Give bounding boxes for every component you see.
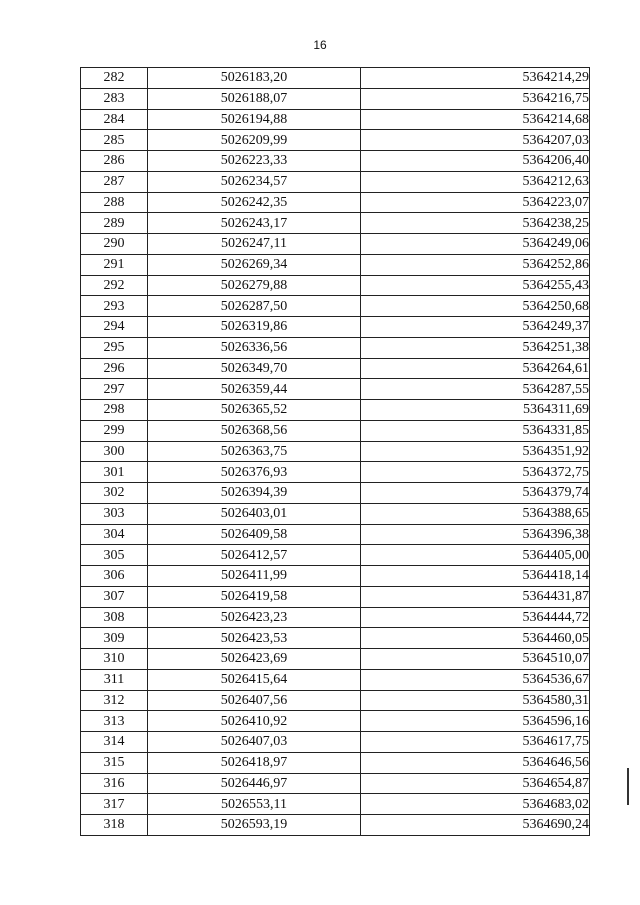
x-coordinate-cell: 5026363,75 [148,441,361,462]
table-row [81,130,590,151]
point-number-cell: 317 [81,794,148,815]
y-coordinate-cell: 5364255,43 [361,275,590,296]
y-coordinate-cell: 5364536,67 [361,669,590,690]
y-coordinate-cell: 5364510,07 [361,649,590,670]
y-coordinate-cell: 5364214,68 [361,109,590,130]
point-number-cell: 291 [81,254,148,275]
y-coordinate-cell: 5364206,40 [361,151,590,172]
table-row [81,254,590,275]
table-row [81,337,590,358]
x-coordinate-cell: 5026319,86 [148,317,361,338]
x-coordinate-cell: 5026407,56 [148,690,361,711]
y-coordinate-cell: 5364580,31 [361,690,590,711]
y-coordinate-cell: 5364388,65 [361,503,590,524]
point-number-cell: 307 [81,586,148,607]
table-row [81,607,590,628]
table-row [81,317,590,338]
x-coordinate-cell: 5026279,88 [148,275,361,296]
y-coordinate-cell: 5364223,07 [361,192,590,213]
table-row [81,462,590,483]
table-row [81,794,590,815]
point-number-cell: 293 [81,296,148,317]
point-number-cell: 284 [81,109,148,130]
point-number-cell: 289 [81,213,148,234]
point-number-cell: 294 [81,317,148,338]
x-coordinate-cell: 5026349,70 [148,358,361,379]
point-number-cell: 303 [81,503,148,524]
table-row [81,628,590,649]
point-number-cell: 314 [81,732,148,753]
x-coordinate-cell: 5026194,88 [148,109,361,130]
table-row [81,524,590,545]
table-row [81,545,590,566]
y-coordinate-cell: 5364617,75 [361,732,590,753]
y-coordinate-cell: 5364238,25 [361,213,590,234]
x-coordinate-cell: 5026407,03 [148,732,361,753]
x-coordinate-cell: 5026376,93 [148,462,361,483]
table-row [81,690,590,711]
page-number: 16 [313,38,327,52]
point-number-cell: 282 [81,68,148,89]
table-row [81,379,590,400]
y-coordinate-cell: 5364251,38 [361,337,590,358]
point-number-cell: 300 [81,441,148,462]
table-row [81,234,590,255]
y-coordinate-cell: 5364249,37 [361,317,590,338]
x-coordinate-cell: 5026419,58 [148,586,361,607]
point-number-cell: 316 [81,773,148,794]
table-row [81,669,590,690]
y-coordinate-cell: 5364690,24 [361,815,590,836]
y-coordinate-cell: 5364460,05 [361,628,590,649]
point-number-cell: 295 [81,337,148,358]
point-number-cell: 306 [81,566,148,587]
point-number-cell: 299 [81,420,148,441]
table-row [81,109,590,130]
y-coordinate-cell: 5364372,75 [361,462,590,483]
table-row [81,566,590,587]
table-row [81,503,590,524]
y-coordinate-cell: 5364418,14 [361,566,590,587]
y-coordinate-cell: 5364252,86 [361,254,590,275]
x-coordinate-cell: 5026247,11 [148,234,361,255]
point-number-cell: 313 [81,711,148,732]
x-coordinate-cell: 5026269,34 [148,254,361,275]
y-coordinate-cell: 5364596,16 [361,711,590,732]
table-row [81,732,590,753]
x-coordinate-cell: 5026336,56 [148,337,361,358]
table-row [81,296,590,317]
x-coordinate-cell: 5026446,97 [148,773,361,794]
y-coordinate-cell: 5364287,55 [361,379,590,400]
x-coordinate-cell: 5026593,19 [148,815,361,836]
x-coordinate-cell: 5026418,97 [148,752,361,773]
x-coordinate-cell: 5026412,57 [148,545,361,566]
y-coordinate-cell: 5364249,06 [361,234,590,255]
x-coordinate-cell: 5026242,35 [148,192,361,213]
table-row [81,68,590,89]
point-number-cell: 305 [81,545,148,566]
y-coordinate-cell: 5364331,85 [361,420,590,441]
x-coordinate-cell: 5026423,53 [148,628,361,649]
y-coordinate-cell: 5364379,74 [361,483,590,504]
page-edge-mark [627,768,629,805]
point-number-cell: 310 [81,649,148,670]
point-number-cell: 287 [81,171,148,192]
table-row [81,649,590,670]
y-coordinate-cell: 5364654,87 [361,773,590,794]
table-row [81,171,590,192]
table-row [81,192,590,213]
point-number-cell: 308 [81,607,148,628]
point-number-cell: 288 [81,192,148,213]
table-row [81,752,590,773]
x-coordinate-cell: 5026411,99 [148,566,361,587]
table-row [81,711,590,732]
point-number-cell: 318 [81,815,148,836]
x-coordinate-cell: 5026394,39 [148,483,361,504]
x-coordinate-cell: 5026410,92 [148,711,361,732]
y-coordinate-cell: 5364250,68 [361,296,590,317]
y-coordinate-cell: 5364214,29 [361,68,590,89]
x-coordinate-cell: 5026409,58 [148,524,361,545]
y-coordinate-cell: 5364264,61 [361,358,590,379]
x-coordinate-cell: 5026223,33 [148,151,361,172]
point-number-cell: 311 [81,669,148,690]
x-coordinate-cell: 5026423,69 [148,649,361,670]
coordinates-table [80,67,590,836]
x-coordinate-cell: 5026234,57 [148,171,361,192]
x-coordinate-cell: 5026365,52 [148,400,361,421]
x-coordinate-cell: 5026183,20 [148,68,361,89]
x-coordinate-cell: 5026415,64 [148,669,361,690]
point-number-cell: 283 [81,88,148,109]
x-coordinate-cell: 5026188,07 [148,88,361,109]
x-coordinate-cell: 5026243,17 [148,213,361,234]
x-coordinate-cell: 5026287,50 [148,296,361,317]
y-coordinate-cell: 5364396,38 [361,524,590,545]
x-coordinate-cell: 5026553,11 [148,794,361,815]
y-coordinate-cell: 5364216,75 [361,88,590,109]
y-coordinate-cell: 5364683,02 [361,794,590,815]
table-row [81,483,590,504]
point-number-cell: 312 [81,690,148,711]
y-coordinate-cell: 5364646,56 [361,752,590,773]
table-row [81,441,590,462]
y-coordinate-cell: 5364405,00 [361,545,590,566]
y-coordinate-cell: 5364212,63 [361,171,590,192]
y-coordinate-cell: 5364444,72 [361,607,590,628]
table-row [81,815,590,836]
point-number-cell: 302 [81,483,148,504]
point-number-cell: 285 [81,130,148,151]
x-coordinate-cell: 5026209,99 [148,130,361,151]
point-number-cell: 297 [81,379,148,400]
point-number-cell: 301 [81,462,148,483]
table-row [81,358,590,379]
point-number-cell: 286 [81,151,148,172]
coordinates-table-body [81,68,590,836]
x-coordinate-cell: 5026368,56 [148,420,361,441]
table-row [81,151,590,172]
table-row [81,773,590,794]
point-number-cell: 292 [81,275,148,296]
table-row [81,275,590,296]
point-number-cell: 298 [81,400,148,421]
point-number-cell: 304 [81,524,148,545]
y-coordinate-cell: 5364351,92 [361,441,590,462]
point-number-cell: 296 [81,358,148,379]
table-row [81,213,590,234]
x-coordinate-cell: 5026403,01 [148,503,361,524]
table-row [81,586,590,607]
y-coordinate-cell: 5364311,69 [361,400,590,421]
point-number-cell: 290 [81,234,148,255]
y-coordinate-cell: 5364431,87 [361,586,590,607]
y-coordinate-cell: 5364207,03 [361,130,590,151]
table-row [81,420,590,441]
table-row [81,88,590,109]
table-row [81,400,590,421]
x-coordinate-cell: 5026423,23 [148,607,361,628]
x-coordinate-cell: 5026359,44 [148,379,361,400]
point-number-cell: 315 [81,752,148,773]
point-number-cell: 309 [81,628,148,649]
